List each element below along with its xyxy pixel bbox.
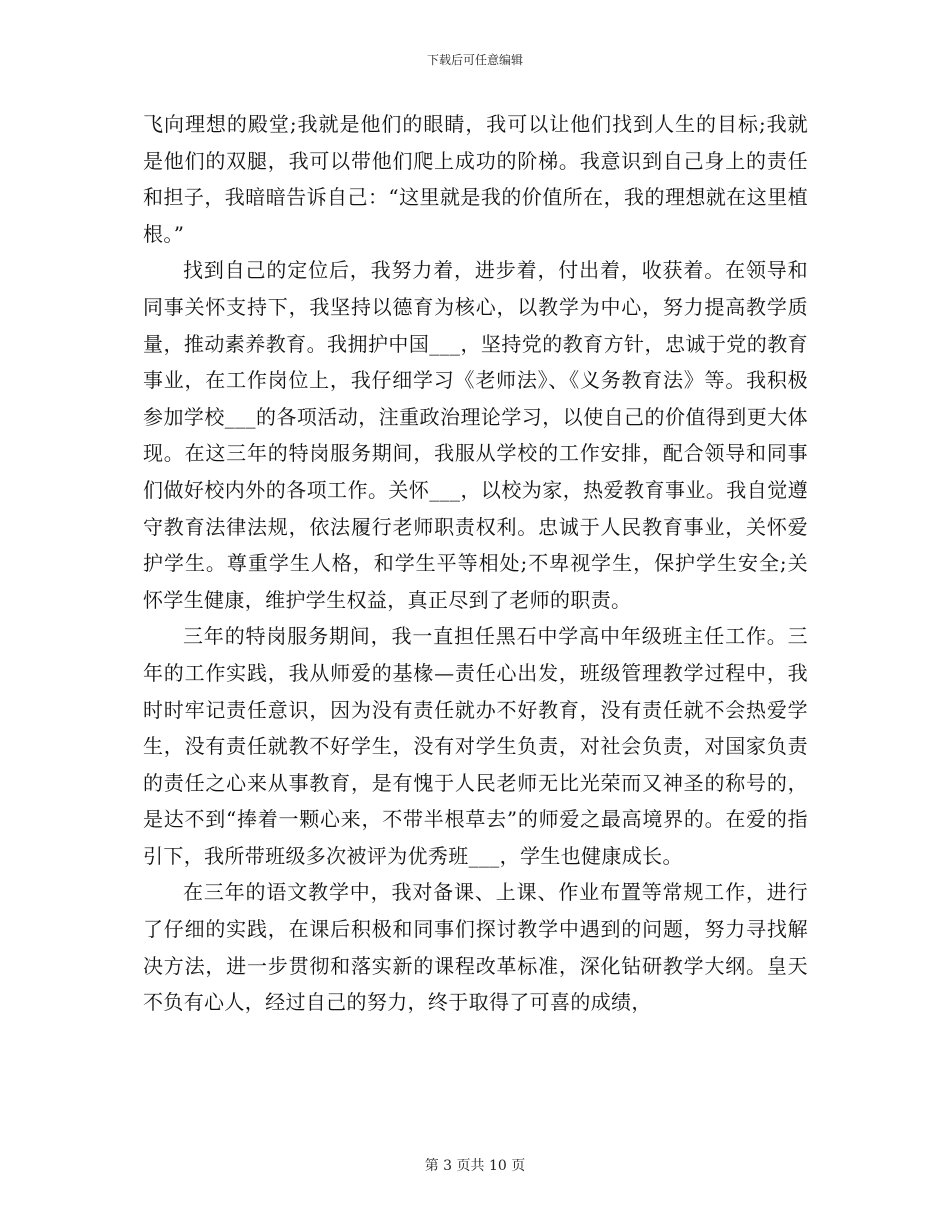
page-header: 下载后可任意编辑	[426, 53, 523, 67]
paragraph: 在三年的语文教学中，我对备课、上课、作业布置等常规工作，进行了仔细的实践，在课后积极和同事们探讨教学中遇到的问题，努力寻找解决方法，进一步贯彻和落实新的课程改革标准，深化钻研教学大纲。皇天不负有心人，经过自己的努力，终于取得了可喜的成绩，	[143, 880, 808, 1015]
page-number-footer: 第 3 页共 10 页	[424, 1158, 526, 1174]
paragraph-continued: 飞向理想的殿堂;我就是他们的眼睛，我可以让他们找到人生的目标;我就是他们的双腿，我可以带他们爬上成功的阶梯。我意识到自己身上的责任和担子，我暗暗告诉自己：“这里就是我的价值所在，我的理想就在这里植根。”	[143, 112, 808, 246]
paragraph: 三年的特岗服务期间，我一直担任黑石中学高中年级班主任工作。三年的工作实践，我从师爱的基椽—责任心出发，班级管理教学过程中，我时时牢记责任意识，因为没有责任就办不好教育，没有责任就不会热爱学生，没有责任就教不好学生，没有对学生负责，对社会负责，对国家负责的责任之心来从事教育，是有愧于人民老师无比光荣而又神圣的称号的，是达不到“捧着一颗心来，不带半根草去”的师爱之最高境界的。在爱的指引下，我所带班级多次被评为优秀班___，学生也健康成长。	[143, 624, 808, 868]
paragraph: 找到自己的定位后，我努力着，进步着，付出着，收获着。在领导和同事关怀支持下，我坚持以德育为核心，以教学为中心，努力提高教学质量，推动素养教育。我拥护中国___，坚持党的教育方针，忠诚于党的教育事业，在工作岗位上，我仔细学习《老师法》、《义务教育法》等。我积极参加学校___的各项活动，注重政治理论学习，以使自己的价值得到更大体现。在这三年的特岗服务期间，我服从学校的工作安排，配合领导和同事们做好校内外的各项工作。关怀___，以校为家，热爱教育事业。我自觉遵守教育法律法规，依法履行老师职责权利。忠诚于人民教育事业，关怀爱护学生。尊重学生人格，和学生平等相处;不卑视学生，保护学生安全;关怀学生健康，维护学生权益，真正尽到了老师的职责。	[143, 258, 808, 612]
document-body	[143, 106, 808, 1021]
